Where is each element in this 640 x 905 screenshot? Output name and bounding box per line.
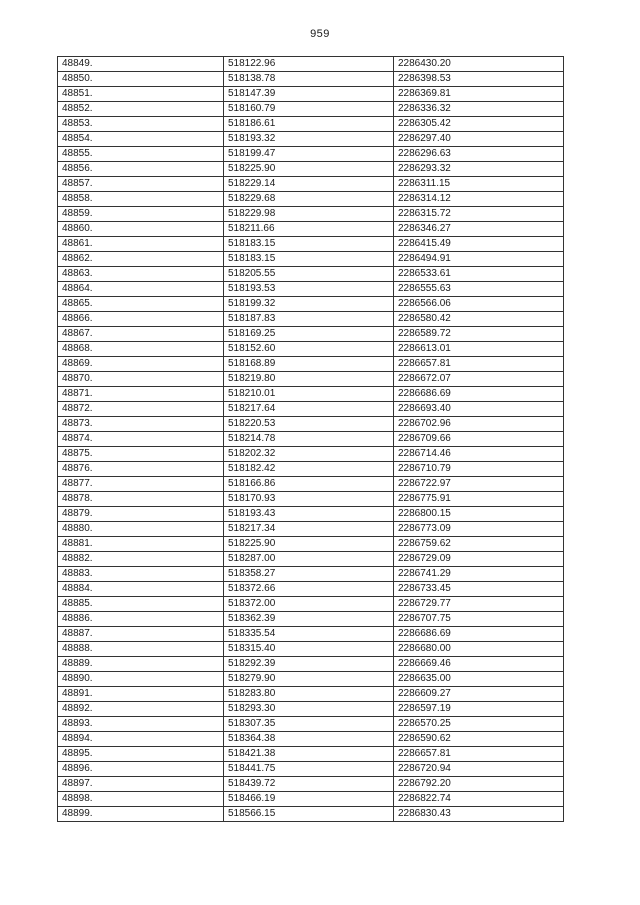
- x-coordinate-cell: 518211.66: [224, 222, 394, 237]
- x-coordinate-cell: 518183.15: [224, 237, 394, 252]
- table-row: [58, 597, 564, 612]
- point-number-cell: 48898.: [58, 792, 224, 807]
- x-coordinate-cell: 518186.61: [224, 117, 394, 132]
- table-row: [58, 252, 564, 267]
- x-coordinate-cell: 518168.89: [224, 357, 394, 372]
- point-number-cell: 48889.: [58, 657, 224, 672]
- table-row: [58, 582, 564, 597]
- table-row: [58, 627, 564, 642]
- x-coordinate-cell: 518217.34: [224, 522, 394, 537]
- x-coordinate-cell: 518225.90: [224, 537, 394, 552]
- x-coordinate-cell: 518182.42: [224, 462, 394, 477]
- x-coordinate-cell: 518229.14: [224, 177, 394, 192]
- y-coordinate-cell: 2286720.94: [394, 762, 564, 777]
- table-row: [58, 492, 564, 507]
- point-number-cell: 48872.: [58, 402, 224, 417]
- y-coordinate-cell: 2286555.63: [394, 282, 564, 297]
- table-row: [58, 342, 564, 357]
- y-coordinate-cell: 2286702.96: [394, 417, 564, 432]
- table-row: [58, 552, 564, 567]
- table-row: [58, 297, 564, 312]
- x-coordinate-cell: 518362.39: [224, 612, 394, 627]
- point-number-cell: 48849.: [58, 57, 224, 72]
- page-number: 959: [310, 28, 330, 40]
- y-coordinate-cell: 2286669.46: [394, 657, 564, 672]
- x-coordinate-cell: 518439.72: [224, 777, 394, 792]
- y-coordinate-cell: 2286657.81: [394, 357, 564, 372]
- y-coordinate-cell: 2286686.69: [394, 387, 564, 402]
- y-coordinate-cell: 2286775.91: [394, 492, 564, 507]
- point-number-cell: 48873.: [58, 417, 224, 432]
- point-number-cell: 48855.: [58, 147, 224, 162]
- x-coordinate-cell: 518122.96: [224, 57, 394, 72]
- y-coordinate-cell: 2286297.40: [394, 132, 564, 147]
- x-coordinate-cell: 518441.75: [224, 762, 394, 777]
- y-coordinate-cell: 2286709.66: [394, 432, 564, 447]
- point-number-cell: 48881.: [58, 537, 224, 552]
- y-coordinate-cell: 2286597.19: [394, 702, 564, 717]
- x-coordinate-cell: 518214.78: [224, 432, 394, 447]
- y-coordinate-cell: 2286710.79: [394, 462, 564, 477]
- table-row: [58, 237, 564, 252]
- table-row: [58, 372, 564, 387]
- table-row: [58, 672, 564, 687]
- x-coordinate-cell: 518466.19: [224, 792, 394, 807]
- point-number-cell: 48861.: [58, 237, 224, 252]
- table-row: [58, 462, 564, 477]
- x-coordinate-cell: 518292.39: [224, 657, 394, 672]
- point-number-cell: 48887.: [58, 627, 224, 642]
- table-row: [58, 612, 564, 627]
- y-coordinate-cell: 2286293.32: [394, 162, 564, 177]
- y-coordinate-cell: 2286714.46: [394, 447, 564, 462]
- x-coordinate-cell: 518229.98: [224, 207, 394, 222]
- x-coordinate-cell: 518170.93: [224, 492, 394, 507]
- y-coordinate-cell: 2286741.29: [394, 567, 564, 582]
- point-number-cell: 48851.: [58, 87, 224, 102]
- y-coordinate-cell: 2286336.32: [394, 102, 564, 117]
- point-number-cell: 48897.: [58, 777, 224, 792]
- y-coordinate-cell: 2286759.62: [394, 537, 564, 552]
- y-coordinate-cell: 2286680.00: [394, 642, 564, 657]
- point-number-cell: 48858.: [58, 192, 224, 207]
- table-row: [58, 87, 564, 102]
- table-row: [58, 507, 564, 522]
- y-coordinate-cell: 2286305.42: [394, 117, 564, 132]
- point-number-cell: 48896.: [58, 762, 224, 777]
- table-row: [58, 567, 564, 582]
- y-coordinate-cell: 2286494.91: [394, 252, 564, 267]
- point-number-cell: 48882.: [58, 552, 224, 567]
- table-row: [58, 222, 564, 237]
- table-row: [58, 702, 564, 717]
- point-number-cell: 48860.: [58, 222, 224, 237]
- x-coordinate-cell: 518335.54: [224, 627, 394, 642]
- x-coordinate-cell: 518160.79: [224, 102, 394, 117]
- point-number-cell: 48864.: [58, 282, 224, 297]
- point-number-cell: 48899.: [58, 807, 224, 822]
- point-number-cell: 48854.: [58, 132, 224, 147]
- point-number-cell: 48863.: [58, 267, 224, 282]
- y-coordinate-cell: 2286657.81: [394, 747, 564, 762]
- x-coordinate-cell: 518187.83: [224, 312, 394, 327]
- y-coordinate-cell: 2286589.72: [394, 327, 564, 342]
- y-coordinate-cell: 2286635.00: [394, 672, 564, 687]
- table-row: [58, 657, 564, 672]
- x-coordinate-cell: 518193.53: [224, 282, 394, 297]
- coordinates-table: [57, 56, 564, 822]
- point-number-cell: 48891.: [58, 687, 224, 702]
- point-number-cell: 48865.: [58, 297, 224, 312]
- table-row: [58, 312, 564, 327]
- table-row: [58, 267, 564, 282]
- point-number-cell: 48880.: [58, 522, 224, 537]
- y-coordinate-cell: 2286430.20: [394, 57, 564, 72]
- point-number-cell: 48878.: [58, 492, 224, 507]
- x-coordinate-cell: 518287.00: [224, 552, 394, 567]
- point-number-cell: 48875.: [58, 447, 224, 462]
- table-row: [58, 72, 564, 87]
- table-row: [58, 357, 564, 372]
- table-row: [58, 537, 564, 552]
- table-row: [58, 447, 564, 462]
- point-number-cell: 48886.: [58, 612, 224, 627]
- y-coordinate-cell: 2286613.01: [394, 342, 564, 357]
- table-row: [58, 57, 564, 72]
- y-coordinate-cell: 2286830.43: [394, 807, 564, 822]
- x-coordinate-cell: 518217.64: [224, 402, 394, 417]
- table-row: [58, 762, 564, 777]
- table-row: [58, 477, 564, 492]
- y-coordinate-cell: 2286580.42: [394, 312, 564, 327]
- point-number-cell: 48879.: [58, 507, 224, 522]
- y-coordinate-cell: 2286707.75: [394, 612, 564, 627]
- point-number-cell: 48850.: [58, 72, 224, 87]
- point-number-cell: 48866.: [58, 312, 224, 327]
- table-body: [58, 57, 564, 822]
- y-coordinate-cell: 2286733.45: [394, 582, 564, 597]
- point-number-cell: 48895.: [58, 747, 224, 762]
- x-coordinate-cell: 518358.27: [224, 567, 394, 582]
- x-coordinate-cell: 518364.38: [224, 732, 394, 747]
- table-row: [58, 417, 564, 432]
- table-row: [58, 102, 564, 117]
- x-coordinate-cell: 518421.38: [224, 747, 394, 762]
- table-row: [58, 642, 564, 657]
- x-coordinate-cell: 518566.15: [224, 807, 394, 822]
- table-row: [58, 777, 564, 792]
- y-coordinate-cell: 2286369.81: [394, 87, 564, 102]
- x-coordinate-cell: 518283.80: [224, 687, 394, 702]
- point-number-cell: 48894.: [58, 732, 224, 747]
- table-row: [58, 132, 564, 147]
- point-number-cell: 48852.: [58, 102, 224, 117]
- y-coordinate-cell: 2286693.40: [394, 402, 564, 417]
- point-number-cell: 48853.: [58, 117, 224, 132]
- point-number-cell: 48885.: [58, 597, 224, 612]
- x-coordinate-cell: 518307.35: [224, 717, 394, 732]
- point-number-cell: 48883.: [58, 567, 224, 582]
- point-number-cell: 48893.: [58, 717, 224, 732]
- x-coordinate-cell: 518166.86: [224, 477, 394, 492]
- point-number-cell: 48867.: [58, 327, 224, 342]
- x-coordinate-cell: 518220.53: [224, 417, 394, 432]
- y-coordinate-cell: 2286315.72: [394, 207, 564, 222]
- x-coordinate-cell: 518225.90: [224, 162, 394, 177]
- y-coordinate-cell: 2286533.61: [394, 267, 564, 282]
- table-row: [58, 792, 564, 807]
- table-row: [58, 162, 564, 177]
- table-row: [58, 732, 564, 747]
- y-coordinate-cell: 2286296.63: [394, 147, 564, 162]
- table-row: [58, 192, 564, 207]
- table-row: [58, 717, 564, 732]
- y-coordinate-cell: 2286729.09: [394, 552, 564, 567]
- point-number-cell: 48876.: [58, 462, 224, 477]
- table-row: [58, 387, 564, 402]
- x-coordinate-cell: 518169.25: [224, 327, 394, 342]
- point-number-cell: 48859.: [58, 207, 224, 222]
- point-number-cell: 48892.: [58, 702, 224, 717]
- y-coordinate-cell: 2286773.09: [394, 522, 564, 537]
- x-coordinate-cell: 518199.32: [224, 297, 394, 312]
- x-coordinate-cell: 518193.43: [224, 507, 394, 522]
- table-row: [58, 327, 564, 342]
- table-row: [58, 432, 564, 447]
- y-coordinate-cell: 2286398.53: [394, 72, 564, 87]
- x-coordinate-cell: 518152.60: [224, 342, 394, 357]
- y-coordinate-cell: 2286672.07: [394, 372, 564, 387]
- y-coordinate-cell: 2286800.15: [394, 507, 564, 522]
- y-coordinate-cell: 2286346.27: [394, 222, 564, 237]
- point-number-cell: 48868.: [58, 342, 224, 357]
- x-coordinate-cell: 518183.15: [224, 252, 394, 267]
- y-coordinate-cell: 2286792.20: [394, 777, 564, 792]
- point-number-cell: 48871.: [58, 387, 224, 402]
- y-coordinate-cell: 2286570.25: [394, 717, 564, 732]
- x-coordinate-cell: 518193.32: [224, 132, 394, 147]
- point-number-cell: 48890.: [58, 672, 224, 687]
- table-row: [58, 807, 564, 822]
- y-coordinate-cell: 2286822.74: [394, 792, 564, 807]
- point-number-cell: 48862.: [58, 252, 224, 267]
- point-number-cell: 48869.: [58, 357, 224, 372]
- x-coordinate-cell: 518138.78: [224, 72, 394, 87]
- table-row: [58, 282, 564, 297]
- y-coordinate-cell: 2286566.06: [394, 297, 564, 312]
- table-row: [58, 687, 564, 702]
- y-coordinate-cell: 2286415.49: [394, 237, 564, 252]
- x-coordinate-cell: 518202.32: [224, 447, 394, 462]
- table-row: [58, 117, 564, 132]
- table-row: [58, 747, 564, 762]
- y-coordinate-cell: 2286314.12: [394, 192, 564, 207]
- x-coordinate-cell: 518293.30: [224, 702, 394, 717]
- point-number-cell: 48877.: [58, 477, 224, 492]
- point-number-cell: 48888.: [58, 642, 224, 657]
- x-coordinate-cell: 518219.80: [224, 372, 394, 387]
- point-number-cell: 48856.: [58, 162, 224, 177]
- y-coordinate-cell: 2286729.77: [394, 597, 564, 612]
- x-coordinate-cell: 518210.01: [224, 387, 394, 402]
- table-row: [58, 522, 564, 537]
- table-row: [58, 147, 564, 162]
- point-number-cell: 48884.: [58, 582, 224, 597]
- y-coordinate-cell: 2286609.27: [394, 687, 564, 702]
- point-number-cell: 48870.: [58, 372, 224, 387]
- point-number-cell: 48857.: [58, 177, 224, 192]
- point-number-cell: 48874.: [58, 432, 224, 447]
- y-coordinate-cell: 2286590.62: [394, 732, 564, 747]
- x-coordinate-cell: 518315.40: [224, 642, 394, 657]
- x-coordinate-cell: 518147.39: [224, 87, 394, 102]
- table-row: [58, 177, 564, 192]
- x-coordinate-cell: 518199.47: [224, 147, 394, 162]
- x-coordinate-cell: 518372.00: [224, 597, 394, 612]
- x-coordinate-cell: 518229.68: [224, 192, 394, 207]
- y-coordinate-cell: 2286686.69: [394, 627, 564, 642]
- x-coordinate-cell: 518372.66: [224, 582, 394, 597]
- x-coordinate-cell: 518205.55: [224, 267, 394, 282]
- y-coordinate-cell: 2286722.97: [394, 477, 564, 492]
- y-coordinate-cell: 2286311.15: [394, 177, 564, 192]
- table-row: [58, 207, 564, 222]
- table-row: [58, 402, 564, 417]
- x-coordinate-cell: 518279.90: [224, 672, 394, 687]
